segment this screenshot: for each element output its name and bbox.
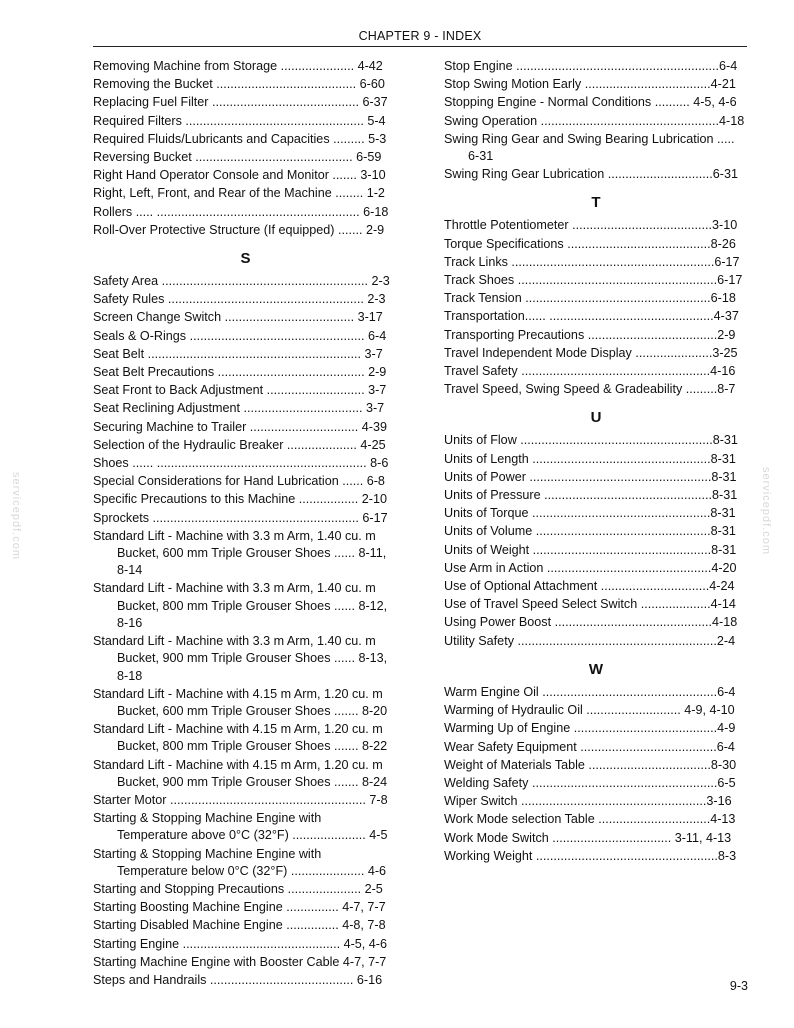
index-entry-text: Right, Left, Front, and Rear of the Machine ........ 1-2 bbox=[93, 186, 385, 201]
index-entry bbox=[444, 166, 748, 183]
index-entry-continuation: Temperature below 0°C (32°F) ..................... 4-6 bbox=[117, 863, 387, 878]
index-entry-text: Torque Specifications .........................................8-26 bbox=[444, 236, 736, 251]
index-entry bbox=[93, 273, 398, 290]
index-entry-text: Units of Pressure ................................................8-31 bbox=[444, 488, 738, 503]
index-entry-text: Steps and Handrails ......................................... 6-16 bbox=[93, 972, 383, 987]
index-entry-text: Track Tension .....................................................6-18 bbox=[444, 291, 736, 306]
index-entry-continuation: Bucket, 600 mm Triple Grouser Shoes ...... 8-11, bbox=[117, 546, 387, 561]
index-entry-text: Seals & O-Rings .................................................. 6-4 bbox=[93, 328, 387, 343]
index-entry bbox=[93, 881, 398, 898]
index-entry-text: Travel Safety ......................................................4-16 bbox=[444, 364, 736, 379]
index-entry-text: Required Filters ................................................... 5-4 bbox=[93, 113, 386, 128]
index-entry bbox=[444, 757, 748, 774]
index-entry-text: Units of Power ....................................................8-31 bbox=[444, 469, 737, 484]
index-entry bbox=[93, 185, 398, 202]
index-entry bbox=[444, 720, 748, 737]
index-entry bbox=[444, 596, 748, 613]
page-number: 9-3 bbox=[729, 979, 748, 993]
index-entry bbox=[444, 614, 748, 631]
index-entry-text: Units of Flow .......................................................8-31 bbox=[444, 433, 738, 448]
index-entry-text: Warming of Hydraulic Oil ........................... 4-9, 4-10 bbox=[444, 703, 735, 718]
index-entry bbox=[93, 94, 398, 111]
index-entry bbox=[93, 291, 398, 308]
index-entry-text: Track Shoes .........................................................6-17 bbox=[444, 273, 743, 288]
index-entry-text: Swing Ring Gear and Swing Bearing Lubrication ..... bbox=[444, 131, 735, 146]
index-entry bbox=[444, 560, 748, 577]
index-entry bbox=[444, 217, 748, 234]
index-entry-text: Transporting Precautions .....................................2-9 bbox=[444, 327, 736, 342]
index-entry bbox=[93, 721, 398, 755]
index-entry bbox=[93, 149, 398, 166]
index-entry bbox=[93, 686, 398, 720]
index-column-left bbox=[93, 58, 398, 990]
index-entry-text: Standard Lift - Machine with 3.3 m Arm, 1.40 cu. m bbox=[93, 634, 376, 649]
index-entry-text: Transportation...... ...............................................4-37 bbox=[444, 309, 739, 324]
index-entry bbox=[93, 936, 398, 953]
index-entry-text: Standard Lift - Machine with 4.15 m Arm, 1.20 cu. m bbox=[93, 757, 383, 772]
index-entry bbox=[93, 846, 398, 880]
index-entry-text: Stop Engine ..........................................................6-4 bbox=[444, 59, 738, 73]
index-entry bbox=[444, 578, 748, 595]
index-entry bbox=[93, 455, 398, 472]
index-entry-text: Standard Lift - Machine with 4.15 m Arm, 1.20 cu. m bbox=[93, 722, 383, 737]
index-entry-text: Units of Volume ..................................................8-31 bbox=[444, 524, 736, 539]
index-entry-text: Roll-Over Protective Structure (If equipped) ....... 2-9 bbox=[93, 222, 385, 237]
index-entry-text: Seat Belt ............................................................. 3-7 bbox=[93, 346, 383, 361]
index-entry-continuation: Bucket, 600 mm Triple Grouser Shoes ....... 8-20 bbox=[117, 703, 388, 718]
index-entry bbox=[444, 363, 748, 380]
index-entry bbox=[444, 848, 748, 865]
index-entry-text: Swing Operation ...................................................4-18 bbox=[444, 113, 745, 128]
index-entry bbox=[93, 400, 398, 417]
index-entry-text: Standard Lift - Machine with 3.3 m Arm, 1.40 cu. m bbox=[93, 581, 376, 596]
index-entry-text: Utility Safety .........................................................2-4 bbox=[444, 633, 736, 648]
index-entry bbox=[444, 469, 748, 486]
index-entry bbox=[93, 167, 398, 184]
index-entry bbox=[444, 113, 748, 130]
index-entry-text: Reversing Bucket ............................................. 6-59 bbox=[93, 150, 382, 165]
index-entry-text: Standard Lift - Machine with 4.15 m Arm, 1.20 cu. m bbox=[93, 686, 383, 701]
index-entry bbox=[444, 830, 748, 847]
index-entry bbox=[444, 254, 748, 271]
index-entry bbox=[93, 113, 398, 130]
index-entry bbox=[93, 437, 398, 454]
index-entry-text: Rollers ..... .......................................................... 6-18 bbox=[93, 204, 389, 219]
index-entry-text: Wear Safety Equipment .......................................6-4 bbox=[444, 739, 735, 754]
index-entry bbox=[93, 58, 398, 75]
index-entry bbox=[93, 972, 398, 989]
index-entry-text: Seat Front to Back Adjustment ............................ 3-7 bbox=[93, 383, 387, 398]
index-entry-text: Travel Independent Mode Display ......................3-25 bbox=[444, 345, 738, 360]
index-entry-text: Selection of the Hydraulic Breaker .................... 4-25 bbox=[93, 437, 386, 452]
index-entry bbox=[444, 811, 748, 828]
index-entry-text: Screen Change Switch ..................................... 3-17 bbox=[93, 310, 383, 325]
index-entry bbox=[93, 580, 398, 632]
index-entry bbox=[93, 757, 398, 791]
index-entry bbox=[93, 76, 398, 93]
index-entry bbox=[444, 432, 748, 449]
index-entry-text: Warm Engine Oil ..................................................6-4 bbox=[444, 684, 736, 699]
index-entry-text: Safety Area ........................................................... 2-3 bbox=[93, 274, 390, 289]
index-entry bbox=[444, 76, 748, 93]
index-entry-text: Use of Travel Speed Select Switch ....................4-14 bbox=[444, 597, 736, 612]
index-entry bbox=[93, 419, 398, 436]
index-entry-continuation: Bucket, 900 mm Triple Grouser Shoes ...... 8-13, bbox=[117, 651, 388, 666]
index-entry-text: Starting Engine ............................................. 4-5, 4-6 bbox=[93, 936, 387, 951]
index-entry bbox=[93, 346, 398, 363]
index-entry-text: Stopping Engine - Normal Conditions .......... 4-5, 4-6 bbox=[444, 95, 737, 110]
index-entry bbox=[93, 510, 398, 527]
section-letter: T bbox=[591, 194, 601, 212]
index-entry-text: Starting and Stopping Precautions ..................... 2-5 bbox=[93, 881, 383, 896]
index-entry-text: Swing Ring Gear Lubrication ..............................6-31 bbox=[444, 167, 738, 182]
index-entry bbox=[93, 382, 398, 399]
index-entry-text: Starting Machine Engine with Booster Cable 4-7, 7-7 bbox=[93, 954, 387, 969]
index-entry-text: Starting Disabled Machine Engine ............... 4-8, 7-8 bbox=[93, 918, 386, 933]
index-entry-continuation: 8-18 bbox=[117, 668, 143, 683]
index-entry-text: Securing Machine to Trailer ............................... 4-39 bbox=[93, 419, 387, 434]
index-entry bbox=[93, 204, 398, 221]
index-entry bbox=[93, 328, 398, 345]
index-entry bbox=[93, 473, 398, 490]
index-entry-continuation: 8-16 bbox=[117, 615, 143, 630]
index-entry-text: Special Considerations for Hand Lubrication ...... 6-8 bbox=[93, 474, 385, 489]
index-entry bbox=[444, 381, 748, 398]
index-entry-text: Travel Speed, Swing Speed & Gradeability .........8-7 bbox=[444, 382, 736, 397]
index-entry-text: Seat Belt Precautions .......................................... 2-9 bbox=[93, 365, 387, 380]
index-entry bbox=[93, 917, 398, 934]
index-entry-text: Seat Reclining Adjustment .................................. 3-7 bbox=[93, 401, 385, 416]
index-entry-text: Specific Precautions to this Machine ................. 2-10 bbox=[93, 492, 387, 507]
chapter-title: CHAPTER 9 - INDEX bbox=[358, 29, 482, 43]
section-letter: W bbox=[588, 660, 604, 678]
index-entry-text: Starting & Stopping Machine Engine with bbox=[93, 846, 322, 861]
index-entry bbox=[93, 309, 398, 326]
index-entry bbox=[93, 364, 398, 381]
index-entry-text: Units of Length ...................................................8-31 bbox=[444, 451, 736, 466]
index-entry-text: Track Links ..........................................................6-17 bbox=[444, 254, 740, 269]
index-entry bbox=[444, 131, 748, 165]
index-entry-text: Units of Weight ...................................................8-31 bbox=[444, 542, 737, 557]
index-entry bbox=[444, 487, 748, 504]
index-entry-text: Use Arm in Action ...............................................4-20 bbox=[444, 560, 737, 575]
index-column-right bbox=[444, 58, 748, 866]
index-entry-text: Units of Torque ...................................................8-31 bbox=[444, 506, 736, 521]
index-entry bbox=[444, 290, 748, 307]
index-entry-continuation: Bucket, 800 mm Triple Grouser Shoes ...... 8-12, bbox=[117, 598, 388, 613]
index-entry bbox=[444, 345, 748, 362]
index-entry bbox=[93, 810, 398, 844]
index-entry-text: Work Mode Switch .................................. 3-11, 4-13 bbox=[444, 830, 732, 845]
index-entry bbox=[93, 528, 398, 580]
index-entry-text: Removing Machine from Storage ..................... 4-42 bbox=[93, 59, 383, 73]
index-entry bbox=[444, 793, 748, 810]
index-entry bbox=[444, 236, 748, 253]
index-entry-text: Throttle Potentiometer ........................................3-10 bbox=[444, 218, 738, 233]
index-entry bbox=[444, 702, 748, 719]
index-entry-text: Standard Lift - Machine with 3.3 m Arm, 1.40 cu. m bbox=[93, 528, 376, 543]
index-entry-text: Right Hand Operator Console and Monitor ....... 3-10 bbox=[93, 168, 386, 183]
index-entry bbox=[444, 308, 748, 325]
index-entry-text: Weight of Materials Table ...................................8-30 bbox=[444, 757, 737, 772]
page-header bbox=[93, 24, 747, 47]
section-letter: S bbox=[240, 250, 251, 268]
index-entry-text: Stop Swing Motion Early ....................................4-21 bbox=[444, 77, 736, 92]
index-entry-continuation: 6-31 bbox=[468, 149, 494, 164]
index-entry-text: Wiper Switch .....................................................3-16 bbox=[444, 794, 732, 809]
index-entry-text: Starting Boosting Machine Engine ............... 4-7, 7-7 bbox=[93, 900, 386, 915]
index-entry bbox=[444, 58, 748, 75]
index-entry bbox=[93, 792, 398, 809]
index-entry-text: Sprockets ........................................................... 6-17 bbox=[93, 510, 388, 525]
index-entry-continuation: Bucket, 800 mm Triple Grouser Shoes ....... 8-22 bbox=[117, 739, 388, 754]
index-entry-text: Using Power Boost .............................................4-18 bbox=[444, 615, 738, 630]
index-entry bbox=[444, 523, 748, 540]
index-entry bbox=[93, 899, 398, 916]
index-entry bbox=[93, 633, 398, 685]
index-entry-text: Required Fluids/Lubricants and Capacities ......... 5-3 bbox=[93, 131, 387, 146]
index-entry bbox=[444, 684, 748, 701]
index-entry bbox=[93, 954, 398, 971]
index-entry-text: Starting & Stopping Machine Engine with bbox=[93, 811, 322, 826]
index-entry bbox=[444, 505, 748, 522]
index-entry bbox=[93, 222, 398, 239]
index-entry-text: Warming Up of Engine .........................................4-9 bbox=[444, 721, 736, 736]
index-entry-text: Use of Optional Attachment ...............................4-24 bbox=[444, 579, 735, 594]
index-entry bbox=[444, 633, 748, 650]
watermark-left: servicepdf.com bbox=[9, 472, 22, 560]
index-entry-text: Work Mode selection Table ................................4-13 bbox=[444, 812, 736, 827]
index-entry bbox=[444, 327, 748, 344]
index-entry-continuation: Bucket, 900 mm Triple Grouser Shoes ....... 8-24 bbox=[117, 774, 388, 789]
index-entry-continuation: 8-14 bbox=[117, 563, 143, 578]
index-entry-text: Starter Motor ........................................................ 7-8 bbox=[93, 792, 388, 807]
index-entry-text: Replacing Fuel Filter .......................................... 6-37 bbox=[93, 95, 388, 110]
index-entry-text: Working Weight ....................................................8-3 bbox=[444, 848, 737, 863]
index-entry-text: Safety Rules ........................................................ 2-3 bbox=[93, 292, 386, 307]
section-letter: U bbox=[590, 409, 602, 427]
index-entry bbox=[93, 491, 398, 508]
index-entry bbox=[444, 542, 748, 559]
index-entry bbox=[444, 272, 748, 289]
index-entry bbox=[444, 94, 748, 111]
index-entry-text: Removing the Bucket ........................................ 6-60 bbox=[93, 77, 385, 92]
watermark-right: servicepdf.com bbox=[759, 467, 772, 555]
index-entry bbox=[444, 451, 748, 468]
index-entry-continuation: Temperature above 0°C (32°F) ..................... 4-5 bbox=[117, 828, 388, 843]
index-entry bbox=[93, 131, 398, 148]
index-entry-text: Shoes ...... ............................................................ 8-6 bbox=[93, 456, 389, 471]
index-entry-text: Welding Safety .....................................................6-5 bbox=[444, 775, 736, 790]
index-entry bbox=[444, 739, 748, 756]
index-entry bbox=[444, 775, 748, 792]
